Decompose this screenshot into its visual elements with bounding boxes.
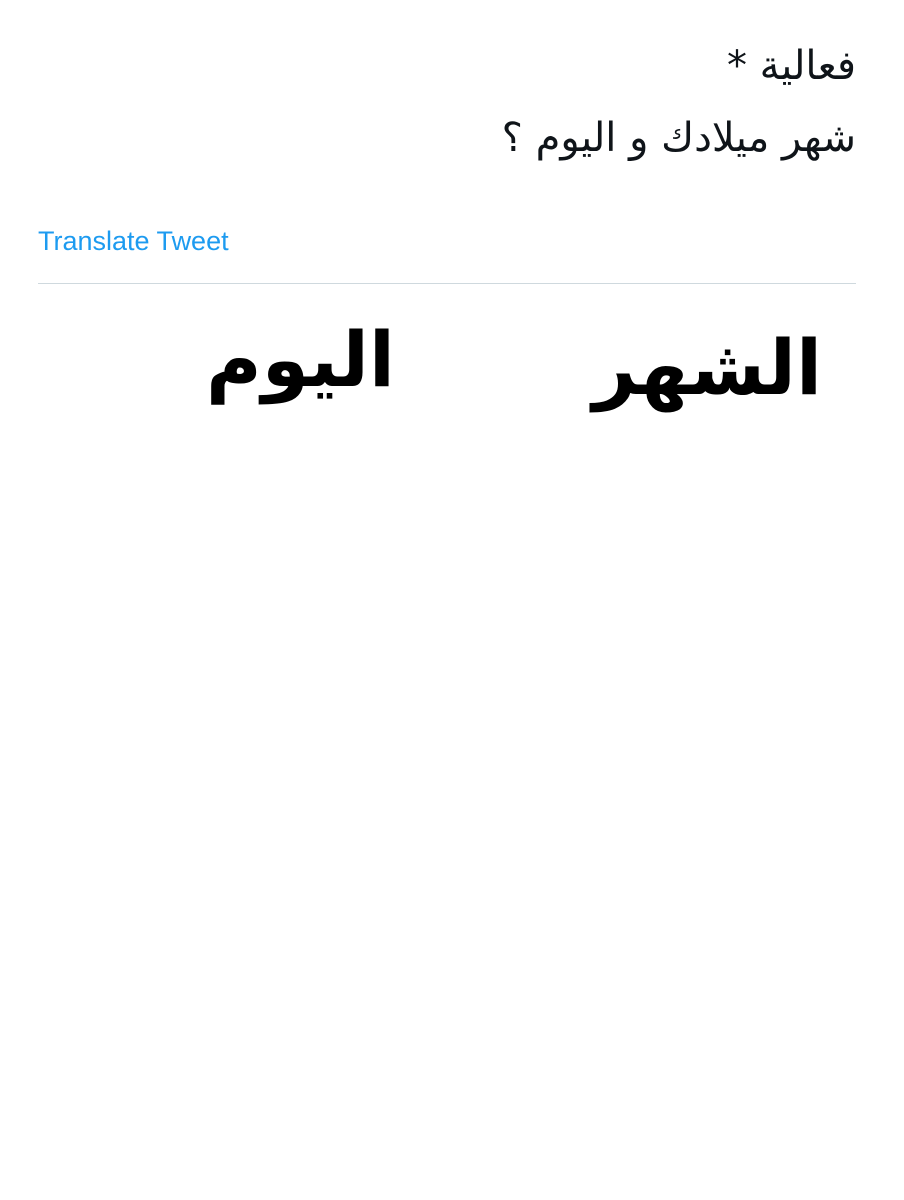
tweet-text-line-1: فعالية * bbox=[726, 43, 856, 89]
translate-tweet-link[interactable]: Translate Tweet bbox=[38, 226, 229, 256]
month-heading: الشهر bbox=[592, 323, 822, 412]
day-heading: اليوم bbox=[206, 315, 395, 404]
tweet-text-line-2: شهر ميلادك و اليوم ؟ bbox=[501, 115, 856, 161]
divider bbox=[38, 283, 856, 284]
